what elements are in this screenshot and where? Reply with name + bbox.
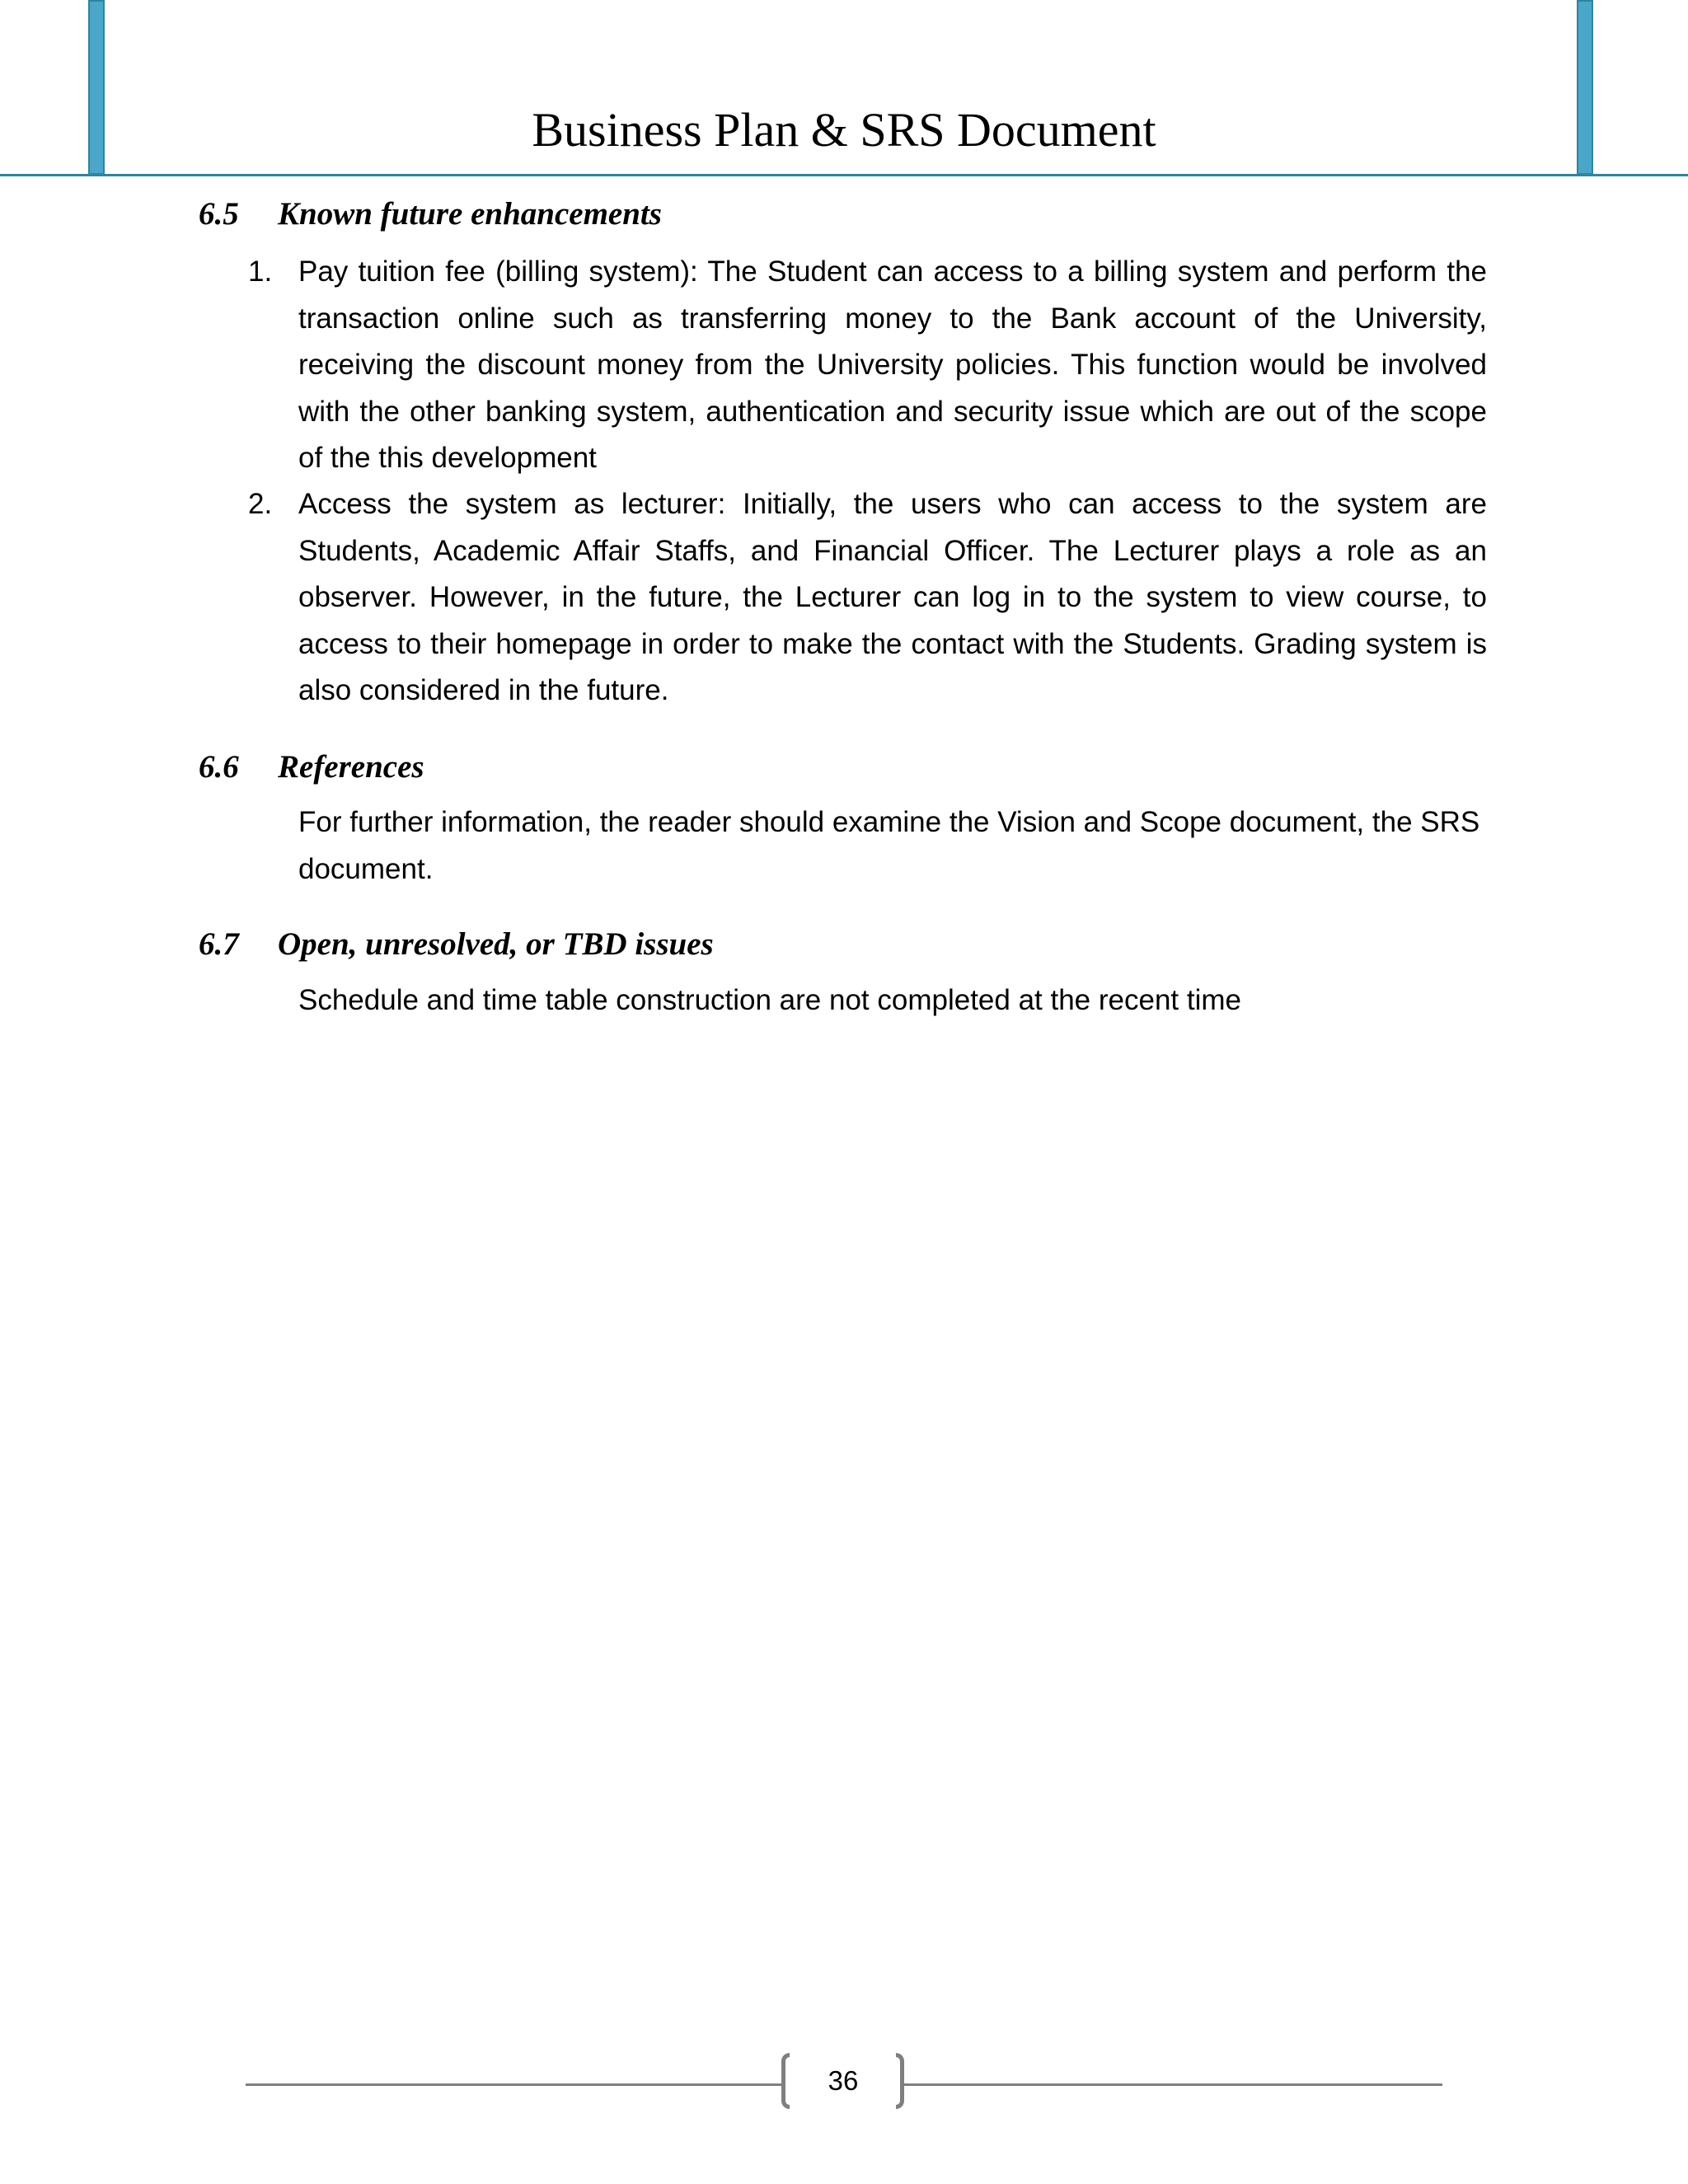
references-paragraph: For further information, the reader should examine the Vision and Scope document, the SRS document. — [298, 806, 1480, 885]
section-heading-6-5 — [199, 194, 662, 235]
footer-rule-left — [246, 2083, 783, 2086]
list-marker: 2. — [248, 488, 273, 520]
list-marker: 1. — [248, 255, 273, 288]
page-number-bracket-left — [781, 2053, 790, 2109]
section-number: 6.7 — [199, 926, 239, 962]
footer-rule-right — [902, 2083, 1442, 2086]
section-title: References — [278, 749, 424, 785]
section-number: 6.6 — [199, 749, 239, 785]
section-title: Known future enhancements — [278, 196, 662, 232]
page-number: 36 — [828, 2065, 859, 2096]
section-title: Open, unresolved, or TBD issues — [278, 926, 714, 962]
open-issues-paragraph: Schedule and time table construction are not completed at the recent time — [298, 984, 1241, 1016]
list-item-text: Access the system as lecturer: Initially, the users who can access to the system are Students, Academic Affair Staffs, and Financial Officer. The Lecturer plays a role as an observer. However, in the future, the Lecturer can log in to the system to view course, to access to their homepage in order to make the contact with the Students. Grading system is also considered in the future. — [298, 488, 1487, 706]
section-number: 6.5 — [199, 196, 239, 232]
page-number-bracket-right — [896, 2053, 904, 2109]
section-heading-6-7 — [199, 924, 714, 965]
list-item-text: Pay tuition fee (billing system): The Student can access to a billing system and perform the transaction online such as transferring money to the Bank account of the University, receiving the discount money from the University policies. This function would be involved with the other banking system, authentication and security issue which are out of the scope of the this development — [298, 255, 1487, 474]
section-heading-6-6 — [199, 747, 424, 788]
document-title: Business Plan & SRS Document — [532, 103, 1156, 157]
header-divider — [0, 174, 1688, 176]
